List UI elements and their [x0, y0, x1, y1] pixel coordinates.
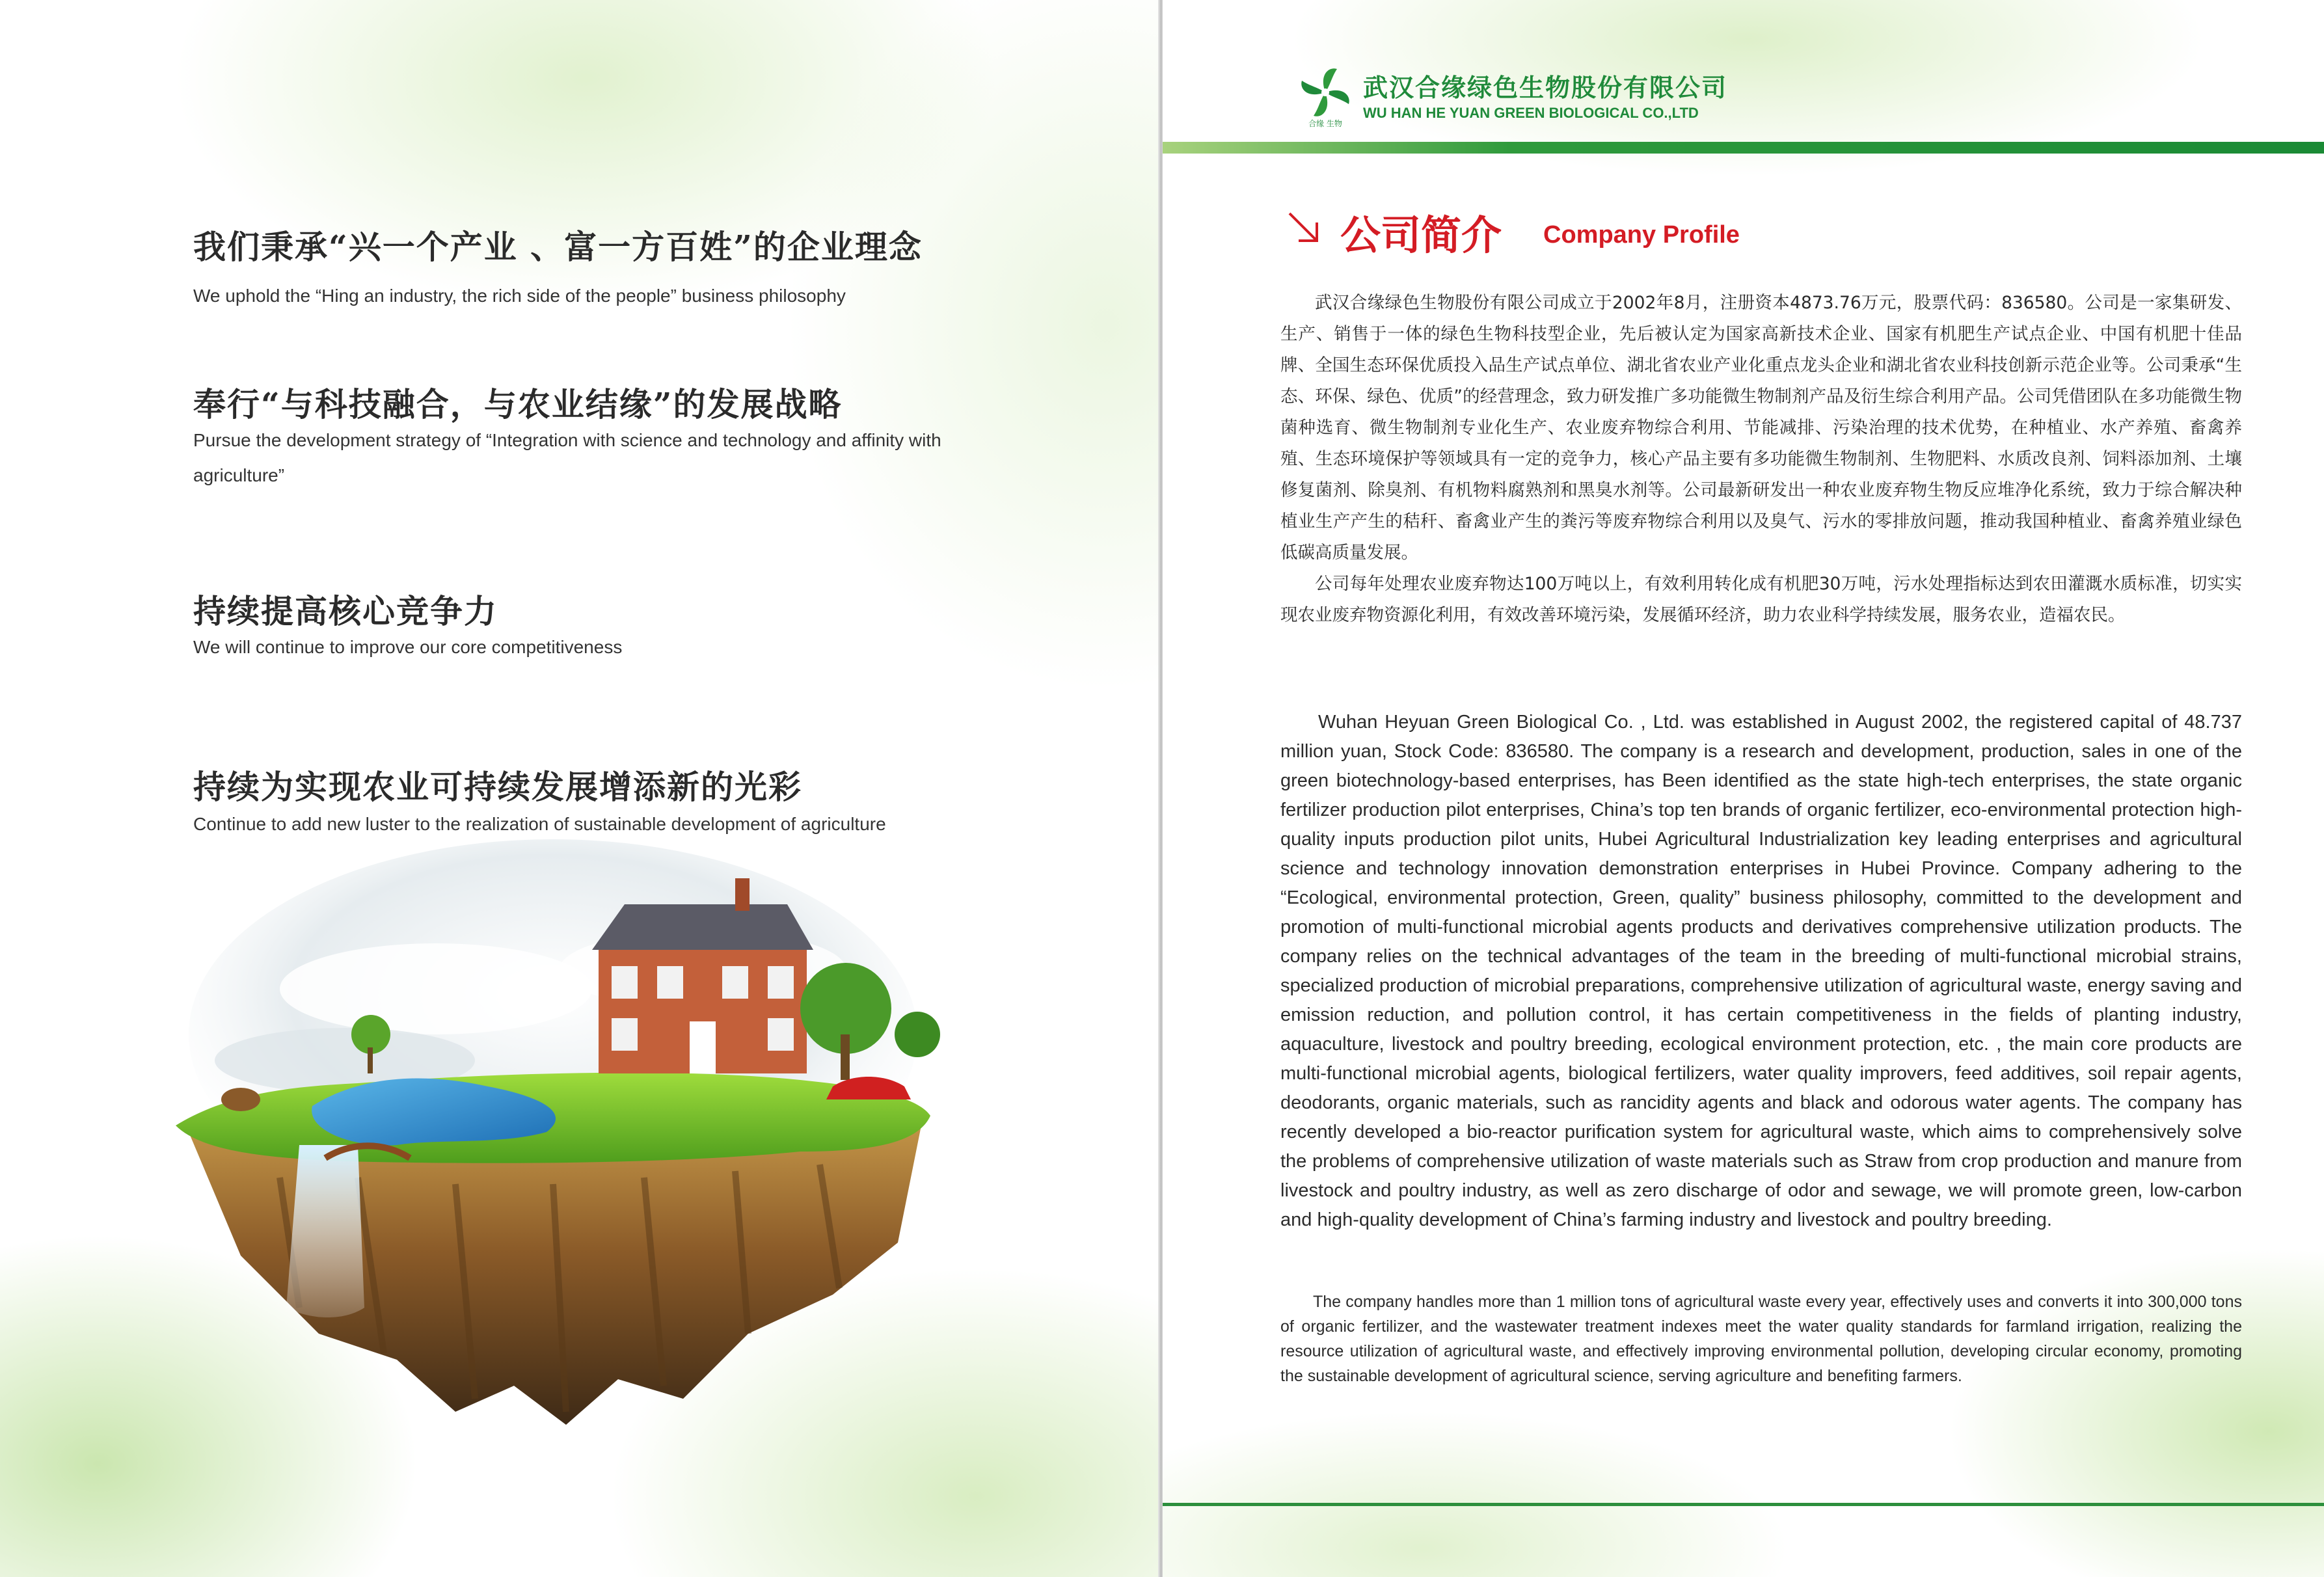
- footer-green-rule: [1163, 1503, 2324, 1506]
- profile-en-paragraph: The company handles more than 1 million tons of agricultural waste every year, effectively uses and converts it into 300,000 tons of organic fertilizer, and the wastewater treatment indexes meet the water quality standards for farmland irrigation, realizing the resource utilization of agricultural waste, and effectively improving environmental pollution, developing circular economy, promoting the sustainable development of agricultural science, serving agriculture and benefiting farmers.: [1280, 1293, 2242, 1385]
- sustainability-heading-en: Continue to add new luster to the realization of sustainable development of agriculture: [193, 814, 886, 834]
- svg-text:合缘 生物: 合缘 生物: [1308, 119, 1342, 128]
- tree: [895, 1012, 940, 1057]
- philosophy-heading-zh: 我们秉承“兴一个产业 、富一方百姓”的企业理念: [193, 228, 923, 266]
- philosophy-heading-en: We uphold the “Hing an industry, the rich side of the people” business philosophy: [193, 286, 846, 306]
- house: [592, 878, 813, 1073]
- profile-zh-text: [1280, 288, 2242, 631]
- competitiveness-heading-en: We will continue to improve our core competitiveness: [193, 637, 623, 657]
- strategy-heading-en: Pursue the development strategy of “Integration with science and technology and affinity with agriculture”: [193, 430, 941, 485]
- profile-zh-paragraph: 武汉合缘绿色生物股份有限公司成立于2002年8月，注册资本4873.76万元，股票代码：836580。公司是一家集研发、生产、销售于一体的绿色生物科技型企业，先后被认定为国家高新技术企业、国家有机肥生产试点企业、中国有机肥十佳品牌、全国生态环保优质投入品生产试点单位、湖北省农业产业化重点龙头企业和湖北省农业科技创新示范企业等。公司秉承“生态、环保、绿色、优质”的经营理念，致力研发推广多功能微生物制剂产品及衍生综合利用产品。公司凭借团队在多功能微生物菌种选育、微生物制剂专业化生产、农业废弃物综合利用、节能减排、污染治理的技术优势，在种植业、水产养殖、畜禽养殖、生态环境保护等领域具有一定的竞争力，核心产品主要有多功能微生物制剂、生物肥料、水质改良剂、饲料添加剂、土壤修复菌剂、除臭剂、有机物料腐熟剂和黑臭水剂等。公司最新研发出一种农业废弃物生物反应堆净化系统，致力于综合解决种植业生产产生的秸秆、畜禽业产生的粪污等废弃物综合利用以及臭气、污水的零排放问题，推动我国种植业、畜禽养殖业绿色低碳高质量发展。: [1280, 293, 2242, 563]
- pinwheel-logo-icon: [1291, 64, 1359, 129]
- deer: [221, 1088, 260, 1111]
- header-green-band: [1163, 142, 2324, 154]
- strategy-heading-zh: 奉行“与科技融合，与农业结缘”的发展战略: [193, 385, 843, 424]
- profile-en-text: [1280, 708, 2242, 1235]
- company-name-zh: 武汉合缘绿色生物股份有限公司: [1363, 74, 1728, 102]
- section-title-en: Company Profile: [1543, 221, 1740, 249]
- floating-island-illustration: [150, 839, 976, 1451]
- profile-en-text-2: [1280, 1289, 2242, 1388]
- section-title-zh: 公司简介: [1340, 211, 1502, 259]
- company-logo: [1291, 64, 2306, 135]
- profile-en-paragraph: Wuhan Heyuan Green Biological Co. , Ltd. was established in August 2002, the registered capital of 48.737 million yuan, Stock Code: 836580. The company is a research and development, production, sales in one of the green biotechnology-based enterprises, has Been identified as the state high-tech enterprises, the state organic fertilizer production pilot enterprises, China’s top ten brands of organic fertilizer, eco-environmental protection high-quality inputs production pilot units, Hubei Agricultural Industrialization key leading enterprises and agricultural science and technology innovation demonstration enterprises in Hubei Province. Company adhering to the “Ecological, environmental protection, Green, quality” business philosophy, committed to the development and promotion of multi-functional microbial agents products and derivatives comprehensive utilization products. The company relies on the technical advantages of the team in the breeding of multi-functional microbial strains, specialized production of microbial preparations, comprehensive utilization of agricultural waste, energy saving and emission reduction, and pollution control, it has certain competitiveness in the fields of planting industry, aquaculture, livestock and poultry breeding, ecological environment protection, etc. , the main core products are multi-functional microbial agents, biological fertilizers, water quality improvers, feed additives, soil repair agents, deodorants, organic materials, such as rancidity agents and black and odorous water agents. The company has recently developed a bio-reactor purification system for agricultural waste, which aims to comprehensively solve the problems of comprehensive utilization of waste materials such as Straw from crop production and manure from livestock and poultry industry, as well as zero discharge of odor and sewage, we will promote green, low-carbon and high-quality development of China’s farming industry and livestock and poultry breeding.: [1280, 712, 2242, 1230]
- arrow-icon: [1286, 209, 1322, 246]
- waterfall: [286, 1145, 364, 1317]
- company-name-en: WU HAN HE YUAN GREEN BIOLOGICAL CO.,LTD: [1363, 105, 1699, 121]
- left-page: [0, 0, 1159, 1577]
- competitiveness-heading-zh: 持续提高核心竞争力: [193, 592, 498, 630]
- sustainability-heading-zh: 持续为实现农业可持续发展增添新的光彩: [193, 768, 802, 806]
- profile-zh-paragraph: 公司每年处理农业废弃物达100万吨以上，有效利用转化成有机肥30万吨，污水处理指标达到农田灌溉水质标准，切实实现农业废弃物资源化利用，有效改善环境污染，发展循环经济，助力农业科学持续发展，服务农业，造福农民。: [1280, 574, 2242, 625]
